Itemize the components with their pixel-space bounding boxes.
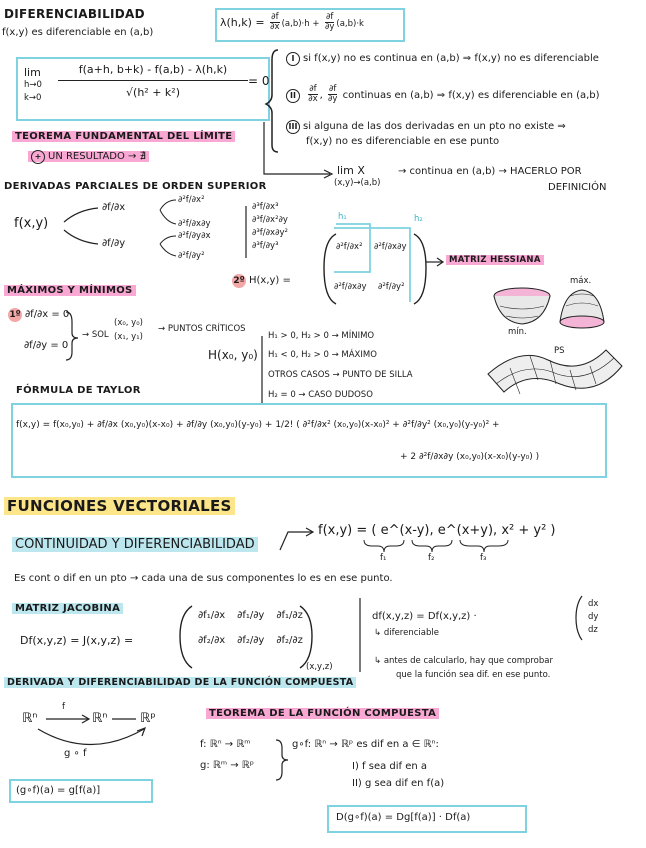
section-title-diferenciabilidad: DIFERENCIABILIDAD (4, 7, 145, 21)
compuesta-title: DERIVADA Y DIFERENCIABILIDAD DE LA FUNCIÓN COMPUESTA (4, 677, 356, 688)
surface-min-plot (494, 288, 550, 324)
composite-formula: (g∘f)(a) = g[f(a)] (16, 785, 101, 796)
maxmin-title: MÁXIMOS Y MÍNIMOS (4, 285, 136, 296)
jacobian-cell: ∂f₂/∂z (276, 635, 303, 646)
hessian-m11: ∂²f/∂x² (336, 242, 363, 252)
derivadas-dxy: ∂²f/∂x∂y (178, 219, 211, 229)
derivadas-dfdy: ∂f/∂y (102, 238, 126, 249)
condition-2: II $\frac{\partial f}{\partial x}$ , $\frac{\partial f}{\partial y}$ continuas en (a,b) ⇒ f(x,y) es diferenciable en (a,b) (286, 85, 600, 105)
hessian-m12: ∂²f/∂x∂y (374, 242, 407, 252)
derivadas-title: DERIVADAS PARCIALES DE ORDEN SUPERIOR (4, 181, 267, 192)
lim-x-sub: (x,y)→(a,b) (334, 178, 381, 188)
diferenciable-definition: f(x,y) es diferenciable en (a,b) (2, 27, 154, 38)
derivadas-dyx: ∂²f/∂y∂x (178, 231, 211, 241)
rule-maximo: H₁ < 0, H₂ > 0 → MÁXIMO (268, 350, 377, 360)
space-rp: ℝᵖ (140, 711, 156, 726)
label-min: mín. (508, 327, 527, 337)
condition-3-result: f(x,y) no es diferenciable en ese punto (306, 136, 500, 147)
hessian-label: 2º H(x,y) = (233, 275, 291, 286)
jacobian-cell: ∂f₂/∂x (198, 635, 226, 646)
differential-line: df(x,y,z) = Df(x,y,z) · (372, 611, 477, 622)
space-rn: ℝⁿ (22, 711, 38, 726)
lambda-term-k: (a,b)·k (336, 18, 364, 29)
jacobian-cell: ∂f₁/∂y (237, 610, 265, 621)
arrow-f-label: f (62, 702, 65, 712)
lim-x-definicion: DEFINICIÓN (548, 182, 607, 193)
maxmin-pt1: (x₀, y₀) (114, 318, 143, 328)
rule-silla: OTROS CASOS → PUNTO DE SILLA (268, 370, 413, 380)
jacobina-title: MATRIZ JACOBINA (12, 603, 123, 614)
limit-equals-zero: = 0 (248, 74, 270, 88)
maxmin-eq1: 1º ∂f/∂x = 0 (9, 309, 70, 320)
rule-minimo: H₁ > 0, H₂ > 0 → MÍNIMO (268, 331, 375, 341)
maxmin-sol: → SOL (82, 330, 109, 340)
condition-i: I) f sea dif en a (352, 761, 428, 772)
space-rm: ℝⁿ (92, 711, 108, 726)
condition-ii: II) g sea dif en f(a) (352, 778, 445, 789)
continuidad-title: CONTINUIDAD Y DIFERENCIABILIDAD (12, 537, 258, 552)
jacobina-lhs: Df(x,y,z) = J(x,y,z) = (20, 634, 134, 647)
vectoriales-title: FUNCIONES VECTORIALES (4, 497, 235, 515)
jacobian-cell: ∂f₁/∂z (276, 610, 303, 621)
hessian-m21: ∂²f/∂x∂y (334, 282, 367, 292)
label-max: máx. (570, 276, 592, 286)
surface-max-plot (560, 290, 604, 328)
rule-dudoso: H₂ = 0 → CASO DUDOSO (268, 390, 373, 400)
maxmin-eq2: ∂f/∂y = 0 (24, 340, 69, 351)
map-g: g: ℝᵐ → ℝᵖ (200, 760, 254, 771)
lim-x-continua: → continua en (a,b) → HACERLO POR (398, 166, 582, 177)
taylor-title: FÓRMULA DE TAYLOR (16, 385, 141, 396)
taylor-line1: f(x,y) = f(x₀,y₀) + ∂f/∂x (x₀,y₀)(x-x₀) + ∂f/∂y (x₀,y₀)(y-y₀) + 1/2! ( ∂²f/∂x² (x₀,y₀)(x-x₀)² + ∂²f/∂y² (x₀,y₀)(y-y₀)² + (16, 420, 500, 430)
maxmin-criticos: → PUNTOS CRÍTICOS (158, 324, 246, 334)
surface-saddle-plot (488, 350, 622, 394)
limit-numerator: f(a+h, b+k) - f(a,b) - λ(h,k) (58, 63, 248, 81)
hessian-m22: ∂²f/∂y² (378, 282, 405, 292)
teorema-title: TEOREMA FUNDAMENTAL DEL LÍMITE (12, 131, 235, 142)
lambda-term-h: (a,b)·h + (281, 18, 320, 29)
derivadas-dfdx: ∂f/∂x (102, 202, 126, 213)
map-f: f: ℝⁿ → ℝᵐ (200, 739, 251, 750)
limit-denominator: √(h² + k²) (126, 86, 180, 99)
antes-note-1: ↳ antes de calcularlo, hay que comprobar (374, 656, 553, 666)
antes-note-2: que la función sea dif. en ese punto. (396, 670, 551, 680)
derivadas-d2y: ∂²f/∂y² (178, 251, 205, 261)
hessian-at-point: H(x₀, y₀) (208, 348, 258, 362)
hessiana-label: MATRIZ HESSIANA (446, 255, 544, 265)
arrow-gof-label: g ∘ f (64, 748, 87, 759)
teorema-sub: + UN RESULTADO → ∄ (28, 150, 149, 164)
differential-note: ↳ diferenciable (374, 628, 439, 638)
jacobian-cell: ∂f₂/∂y (237, 635, 265, 646)
derivadas-f: f(x,y) (14, 216, 49, 231)
label-ps: PS (554, 346, 565, 356)
component-f2: f₂ (428, 553, 435, 563)
maxmin-pt2: (x₁, y₁) (114, 332, 143, 342)
lambda-lhs: λ(h,k) = (220, 15, 265, 29)
teorema-compuesta-title: TEOREMA DE LA FUNCIÓN COMPUESTA (206, 708, 439, 719)
third-order-list: ∂³f/∂x³ ∂³f/∂x²∂y ∂³f/∂x∂y² ∂³f/∂y³ (252, 202, 288, 251)
component-f1: f₁ (380, 553, 387, 563)
jacobian-matrix (192, 608, 309, 648)
gof-dif-condition: g∘f: ℝⁿ → ℝᵖ es dif en a ∈ ℝⁿ: (292, 739, 439, 750)
continuidad-text: Es cont o dif en un pto → cada una de sus componentes lo es en ese punto. (14, 573, 393, 584)
jacobian-cell: ∂f₁/∂x (198, 610, 226, 621)
derivadas-d2x: ∂²f/∂x² (178, 195, 205, 205)
condition-3: III si alguna de las dos derivadas en un pto no existe ⇒ (286, 120, 566, 134)
taylor-line2: + 2 ∂²f/∂x∂y (x₀,y₀)(x-x₀)(y-y₀) ) (400, 452, 540, 462)
chain-rule-formula: D(g∘f)(a) = Dg[f(a)] · Df(a) (336, 812, 471, 823)
condition-1: I si f(x,y) no es continua en (a,b) ⇒ f(x,y) no es diferenciable (286, 52, 599, 66)
vector-f-definition: f(x,y) = ( e^(x-y), e^(x+y), x² + y² ) (318, 523, 556, 538)
lambda-formula: λ(h,k) = $\frac{\partial f}{\partial x}$ (a,b)·h + $\frac{\partial f}{\partial y}$ (a,b)·k (220, 12, 364, 33)
lim-x-label: lim X (337, 164, 365, 177)
jacobian-at: (x,y,z) (306, 662, 333, 672)
hessian-h2: h₂ (414, 214, 423, 224)
limit-operator: lim h→0 k→0 (24, 66, 42, 103)
hessian-h1: h₁ (338, 212, 347, 222)
component-f3: f₃ (480, 553, 487, 563)
differential-vector: dx dy dz (588, 599, 599, 635)
